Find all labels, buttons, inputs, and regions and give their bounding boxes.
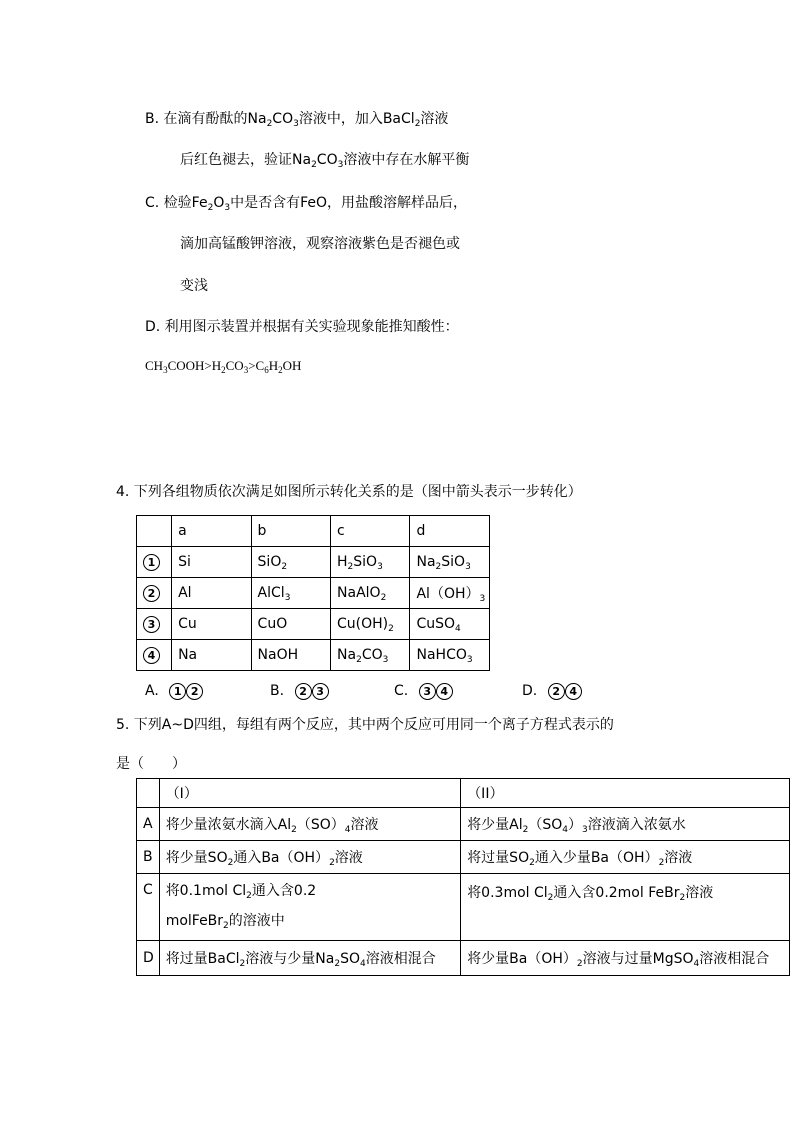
header-cell-d: d xyxy=(410,516,490,547)
header-cell-c: c xyxy=(331,516,410,547)
cell-d: CuSO$_4$ xyxy=(410,609,490,640)
cell-b: SiO$_2$ xyxy=(251,547,330,578)
cell-i xyxy=(159,874,461,941)
option-b[interactable] xyxy=(270,682,329,700)
header-cell-empty xyxy=(137,779,160,808)
table-row xyxy=(137,874,790,941)
question-5-answer-blank: 是（ ） xyxy=(116,756,186,772)
row-number-cell xyxy=(137,578,172,609)
row-label: D xyxy=(137,941,160,976)
option-b-line-1: B. 在滴有酚酞的$Na_2CO_3$溶液中，加入BaCl$_2$溶液 xyxy=(145,111,449,129)
cell-b: CuO xyxy=(251,609,330,640)
circled-number-2: 2 xyxy=(295,683,312,700)
table-row xyxy=(137,841,790,874)
option-label: C. xyxy=(394,683,413,699)
option-d-line-1: D. 利用图示装置并根据有关实验现象能推知酸性： xyxy=(145,319,459,335)
header-cell-ii: （II） xyxy=(461,779,790,808)
table-header-row xyxy=(137,779,790,808)
row-number-cell xyxy=(137,640,172,671)
cell-i: 将少量浓氨水滴入$Al_2(SO)_4$溶液 xyxy=(159,808,461,841)
circled-number-4: 4 xyxy=(436,683,453,700)
circled-number-3: 3 xyxy=(312,683,329,700)
circled-number-3: 3 xyxy=(419,683,436,700)
option-c-line-1: C. 检验$Fe_2O_3$中是否含有FeO，用盐酸溶解样品后， xyxy=(145,195,467,213)
table-row xyxy=(137,640,490,671)
header-cell-a: a xyxy=(172,516,251,547)
cell-a: Cu xyxy=(172,609,251,640)
option-a[interactable] xyxy=(145,682,203,700)
cell-a: Al xyxy=(172,578,251,609)
option-b-line-2: 后红色褪去，验证$Na_2CO_3$溶液中存在水解平衡 xyxy=(180,152,470,170)
question-4-options xyxy=(145,682,645,702)
cell-c: NaAlO$_2$ xyxy=(331,578,410,609)
cell-c: $H_2SiO_3$ xyxy=(331,547,410,578)
reaction-table xyxy=(136,778,790,976)
cell-ii: 将0.3mol $Cl_2$通入含0.2mol FeBr$_2$溶液 xyxy=(461,874,790,941)
cell-i: 将少量$SO_2$通入$Ba(OH)_2$溶液 xyxy=(159,841,461,874)
question-4-stem: 4. 下列各组物质依次满足如图所示转化关系的是（图中箭头表示一步转化） xyxy=(116,484,582,500)
option-label: A. xyxy=(145,683,164,699)
row-label: C xyxy=(137,874,160,941)
row-number-cell xyxy=(137,547,172,578)
row-label: B xyxy=(137,841,160,874)
table-header-row xyxy=(137,516,490,547)
cell-d: $Na_2SiO_3$ xyxy=(410,547,490,578)
circled-number-4: 4 xyxy=(143,647,160,664)
cell-ii: 将少量$Al_2(SO_4)_3$溶液滴入浓氨水 xyxy=(461,808,790,841)
question-5-stem: 5. 下列A~D四组，每组有两个反应，其中两个反应可用同一个离子方程式表示的 xyxy=(116,717,614,733)
cell-b: NaOH xyxy=(251,640,330,671)
cell-d: $Al(OH)_3$ xyxy=(410,578,490,609)
option-c-line-3: 变浅 xyxy=(180,278,208,294)
conversion-table xyxy=(136,515,490,671)
table-row xyxy=(137,578,490,609)
table-row xyxy=(137,808,790,841)
option-label: B. xyxy=(270,683,289,699)
option-c[interactable] xyxy=(394,682,453,700)
cell-ii: 将少量$Ba(OH)_2$溶液与过量MgSO$_4$溶液相混合 xyxy=(461,941,790,976)
circled-number-2: 2 xyxy=(143,585,160,602)
circled-number-2: 2 xyxy=(186,683,203,700)
circled-number-1: 1 xyxy=(143,554,160,571)
circled-number-3: 3 xyxy=(143,616,160,633)
cell-c: $Na_2CO_3$ xyxy=(331,640,410,671)
circled-number-1: 1 xyxy=(169,683,186,700)
cell-b: AlCl$_3$ xyxy=(251,578,330,609)
table-row xyxy=(137,547,490,578)
row-number-cell xyxy=(137,609,172,640)
table-row xyxy=(137,609,490,640)
cell-i-line-1: 将0.1mol $Cl_2$通入含0.2 xyxy=(165,883,317,901)
table-row xyxy=(137,941,790,976)
cell-a: Na xyxy=(172,640,251,671)
header-cell xyxy=(137,516,172,547)
circled-number-4: 4 xyxy=(565,683,582,700)
header-cell-b: b xyxy=(251,516,330,547)
circled-number-2: 2 xyxy=(548,683,565,700)
cell-i: 将过量BaCl$_2$溶液与少量$Na_2SO_4$溶液相混合 xyxy=(159,941,461,976)
option-c-line-2: 滴加高锰酸钾溶液，观察溶液紫色是否褪色或 xyxy=(180,236,460,252)
header-cell-i: （I） xyxy=(159,779,461,808)
option-d[interactable] xyxy=(522,682,582,700)
option-d-formula: $CH_3COOH>H_2CO_3>C_6H_2OH$ xyxy=(145,358,302,375)
cell-c: $Cu(OH)_2$ xyxy=(331,609,410,640)
option-label: D. xyxy=(522,683,542,699)
row-label: A xyxy=(137,808,160,841)
cell-d: NaHCO$_3$ xyxy=(410,640,490,671)
cell-ii: 将过量$SO_2$通入少量$Ba(OH)_2$溶液 xyxy=(461,841,790,874)
cell-a: Si xyxy=(172,547,251,578)
cell-i-line-2: molFeBr$_2$的溶液中 xyxy=(165,913,285,931)
